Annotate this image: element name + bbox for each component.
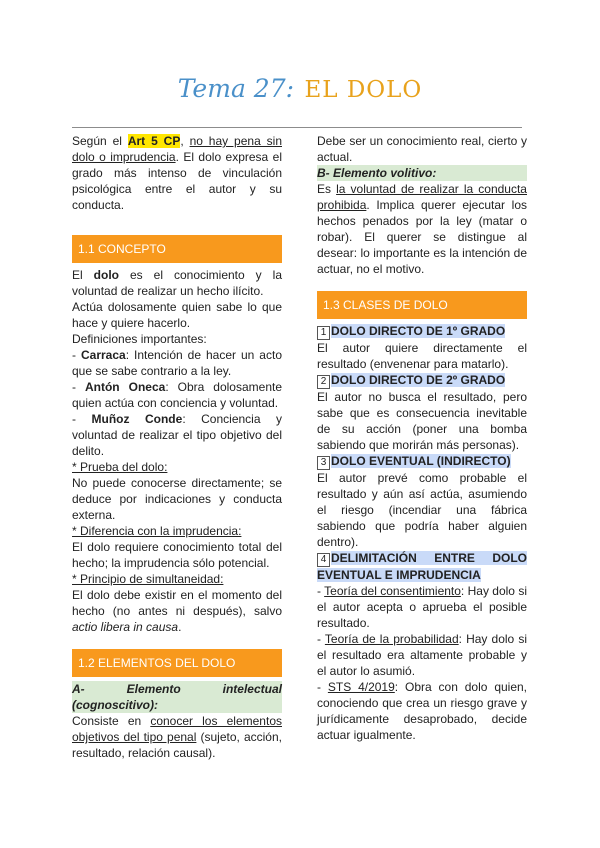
- section-header-concepto: 1.1 CONCEPTO: [72, 235, 282, 263]
- clase-text-2: El autor no busca el resultado, pero sabe que es consecuencia inevitable de su acción (poner una bomba sabiendo que morirán más personas).: [317, 390, 527, 452]
- page-title: [0, 74, 600, 103]
- vol-c: . Implica querer ejecutar los hechos penados por la ley (matar o robar). El querer se distingue al desear: lo importante es la intención de actuar, no el motivo.: [317, 198, 527, 276]
- concepto-p2: Actúa dolosamente quien sabe lo que hace y quiere hacerlo.: [72, 300, 282, 330]
- t2-a: -: [317, 632, 325, 646]
- t3-b: STS 4/2019: [327, 680, 395, 694]
- conde-c: : Conciencia y voluntad de realizar el tipo objetivo del delito.: [72, 412, 282, 458]
- def-c: es el conocimiento y la voluntad de realizar un hecho ilícito.: [72, 268, 282, 298]
- section-header-clases: 1.3 CLASES DE DOLO: [317, 291, 527, 319]
- oneca-c: : Obra dolosamente quien actúa con conciencia y voluntad.: [72, 380, 282, 410]
- title-prefix: Tema 27:: [177, 74, 295, 103]
- t1-b: Teoría del consentimiento: [324, 584, 461, 598]
- carraca-b: Carraca: [80, 348, 126, 362]
- left-column: [72, 133, 282, 761]
- simultaneidad-text: [72, 587, 282, 635]
- t2-b: Teoría de la probabilidad: [324, 632, 459, 646]
- clase-heading-4: [317, 550, 527, 583]
- t3-c: : Obra con dolo quien, conociendo que crea un riesgo grave y jurídicamente desaprobado, decide actuar igualmente.: [317, 680, 528, 742]
- volitivo-text: [317, 181, 527, 277]
- number-box: 3: [317, 456, 330, 470]
- conde-b: Muñoz Conde: [91, 412, 183, 426]
- def-a: El: [72, 268, 94, 282]
- concepto-definition: [72, 267, 282, 299]
- sts-2019: [317, 679, 527, 743]
- intro-text-b: ,: [180, 134, 190, 148]
- subheading-intelectual: A- Elemento intelectual (cognoscitivo):: [72, 682, 282, 712]
- def-oneca: [72, 379, 282, 411]
- concepto-p3: Definiciones importantes:: [72, 332, 207, 346]
- clase-heading-3: [317, 453, 527, 470]
- def-b: dolo: [93, 268, 119, 282]
- clase-heading-1: [317, 323, 527, 340]
- cognitive-continued: Debe ser un conocimiento real, cierto y actual.: [317, 134, 527, 164]
- intelectual-a: Consiste en: [72, 714, 151, 728]
- clase-title-1: DOLO DIRECTO DE 1º GRADO: [331, 324, 506, 338]
- number-box: 4: [317, 553, 330, 567]
- title-divider: [72, 127, 522, 128]
- sim-a: El dolo debe existir en el momento del hecho (no antes ni después), salvo: [72, 588, 282, 618]
- simultaneidad-heading: * Principio de simultaneidad:: [72, 572, 224, 586]
- t3-a: -: [317, 680, 328, 694]
- prueba-heading: * Prueba del dolo:: [72, 460, 168, 474]
- prueba-text: No puede conocerse directamente; se deduce por indicaciones y conducta externa.: [72, 476, 282, 522]
- section-header-elementos: 1.2 ELEMENTOS DEL DOLO: [72, 649, 282, 677]
- sim-c: .: [178, 620, 182, 634]
- number-box: 2: [317, 375, 330, 389]
- title-name: EL DOLO: [304, 77, 423, 103]
- carraca-c: : Intención de hacer un acto que se sabe contrario a la ley.: [72, 348, 282, 378]
- diferencia-text: El dolo requiere conocimiento total del hecho; la imprudencia sólo potencial.: [72, 540, 282, 570]
- sim-b: actio libera in causa: [72, 620, 179, 634]
- right-column: [317, 133, 527, 743]
- diferencia-heading: * Diferencia con la imprudencia:: [72, 524, 242, 538]
- teoria-probabilidad: [317, 631, 527, 679]
- clase-title-2: DOLO DIRECTO DE 2º GRADO: [331, 373, 506, 387]
- intelectual-c: (sujeto, acción, resultado, relación causal).: [72, 730, 282, 760]
- oneca-b: Antón Oneca: [84, 380, 166, 394]
- vol-b: la voluntad de realizar la conducta prohibida: [317, 182, 527, 212]
- def-carraca: [72, 347, 282, 379]
- t2-c: : Hay dolo si el resultado era altamente probable y el autor lo asumió.: [317, 632, 527, 678]
- clase-title-4: DELIMITACIÓN ENTRE DOLO EVENTUAL E IMPRUDENCIA: [317, 551, 527, 582]
- carraca-a: -: [72, 348, 81, 362]
- intelectual-text: [72, 713, 282, 761]
- intro-paragraph: [72, 133, 282, 213]
- intro-text-a: Según el: [72, 134, 128, 148]
- clase-title-3: DOLO EVENTUAL (INDIRECTO): [331, 454, 511, 468]
- intro-text-d: . El dolo expresa el grado más intenso de vinculación psicológica entre el autor y su conducta.: [72, 150, 282, 212]
- oneca-a: -: [72, 380, 85, 394]
- clase-text-3: El autor prevé como probable el resultado y aún así actúa, asumiendo el riesgo (incendiar una fábrica sabiendo que podría haber alguien dentro).: [317, 471, 527, 549]
- t1-a: -: [317, 584, 325, 598]
- art-highlight: Art 5 CP: [127, 134, 181, 148]
- vol-a: Es: [317, 182, 337, 196]
- intelectual-b: conocer los elementos objetivos del tipo penal: [72, 714, 282, 744]
- number-box: 1: [317, 326, 330, 340]
- def-conde: [72, 411, 282, 459]
- subheading-volitivo: B- Elemento volitivo:: [317, 165, 527, 181]
- teoria-consentimiento: [317, 583, 527, 631]
- conde-a: -: [72, 412, 92, 426]
- intro-underline: no hay pena sin dolo o imprudencia: [72, 134, 282, 164]
- t1-c: : Hay dolo si el autor acepta o aprueba el posible resultado.: [317, 584, 527, 630]
- clase-heading-2: [317, 372, 527, 389]
- clase-text-1: El autor quiere directamente el resultado (envenenar para matarlo).: [317, 341, 527, 371]
